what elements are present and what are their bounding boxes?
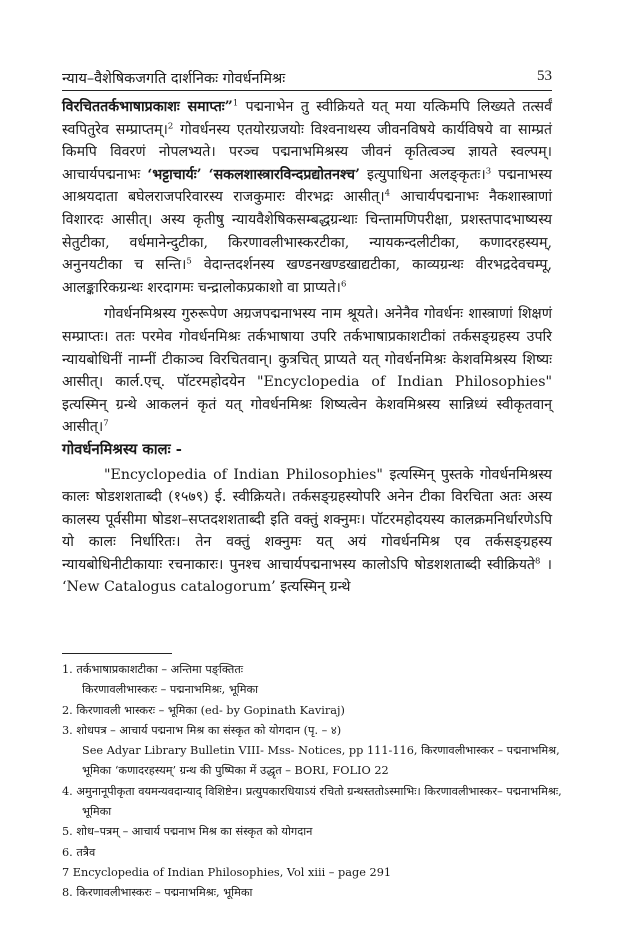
footnote-rule — [62, 653, 172, 654]
paragraph-text: गोवर्धनमिश्रस्य गुरुरूपेण अग्रजपद्मनाभस्य नाम श्रूयते। अनेनैव गोवर्धनः शास्त्राणां शिक्षणं सम्प्राप्तः। ततः परमेव गोवर्धनमिश्रः तर्कभाषाया उपरि तर्कभाषाप्रकाशटीकां तर्कसङ्ग्रहस्य उपरि न्यायबोधिनीं नाम्नीं टीकाञ्च विरचितवान्। कुत्रचित् प्राप्यते यत् गोवर्धनमिश्रः केशवमिश्रस्य शिष्यः आसीत्। कार्ल.एच्. पॉटरमहोदयेन "Encyclopedia of Indian Philosophies" इत्यस्मिन् ग्रन्थे आकलनं कृतं यत् गोवर्धनमिश्रः शिष्यत्वेन केशवमिश्रस्य सान्निध्यं स्वीकृतवान् आसीत्। — [62, 306, 552, 436]
footnote-ref: 5 — [186, 256, 192, 267]
footnote-ref: 1 — [232, 98, 239, 109]
paragraph-text: । ‘New Catalogus catalogorum’ इत्यस्मिन् ग्रन्थे — [62, 556, 553, 596]
footnote-8: 8. किरणावलीभास्करः – पद्मनाभमिश्रः, भूमिका — [62, 886, 253, 900]
footnote-3-cont: See Adyar Library Bulletin VIII- Mss- Notices, pp 111-116, किरणावलीभास्कर – पद्मनाभमिश्र, — [82, 744, 560, 758]
paragraph-2 — [62, 303, 552, 439]
footnote-ref: 7 — [103, 418, 109, 429]
footnote-6: 6. तत्रैव — [62, 845, 96, 859]
section-heading: गोवर्धनमिश्रस्य कालः - — [62, 440, 182, 458]
header-title: न्याय–वैशेषिकजगति दार्शनिकः गोवर्धनमिश्रः — [62, 71, 286, 87]
footnote-ref: 6 — [340, 279, 347, 290]
footnote-3: 3. शोधपत्र – आचार्य पद्मनाभ मिश्र का संस्कृत को योगदान (पृ. – ४) — [62, 723, 342, 737]
bold-phrase: ‘भट्टाचार्यः’ — [147, 166, 202, 183]
paragraph-1 — [62, 96, 552, 299]
footnote-3-cont: भूमिका ‘कणादरहस्यम्’ ग्रन्थ की पुष्पिका में उद्धृत – BORI, FOLIO 22 — [82, 764, 389, 778]
paragraph-text: आचार्यपद्मनाभः नैकशास्त्राणां विशारदः आसीत्। अस्य कृतीषु न्यायवैशेषिकसम्बद्धग्रन्थाः चिन्तामणिपरीक्षा, प्रशस्तपादभाष्यस्य सेतुटीका, वर्धमानेन्दुटीका, किरणावलीभास्करटीका, न्यायकन्दलीटीका, कणादरहस्यम्, अनुनयटीका च सन्ति। — [62, 189, 552, 274]
paragraph-text: "Encyclopedia of Indian Philosophies" इत्यस्मिन् पुस्तके गोवर्धनमिश्रस्य कालः षोडशशताब्दी (१५७९) ई. स्वीक्रियते। तर्कसङ्ग्रहस्योपरि अनेन टीका विरचिता अतः अस्य कालस्य पूर्वसीमा षोडश–सप्तदशशताब्दी इति वक्तुं शक्नुमः। पॉटरमहोदयस्य कालक्रमनिर्धारणेऽपि यो कालः निर्धारितः। तेन वक्तुं शक्नुमः यत् अयं गोवर्धनमिश्र एव तर्कसङ्ग्रहस्य न्यायबोधिनीटीकायाः रचनाकारः। पुनश्च आचार्यपद्मनाभस्य कालोऽपि षोडशशताब्दी स्वीक्रियते — [62, 466, 552, 573]
header-rule — [62, 90, 552, 91]
page-number: 53 — [537, 68, 552, 84]
paragraph-text: इत्युपाधिना अलङ्कृतः। — [359, 166, 486, 183]
footnote-ref: 8 — [535, 556, 541, 567]
footnote-5: 5. शोध–पत्रम् – आचार्य पद्मनाभ मिश्र का संस्कृत को योगदान — [62, 825, 313, 839]
footnote-ref: 4 — [384, 188, 390, 199]
footnote-7: 7 Encyclopedia of Indian Philosophies, Vol xiii – page 291 — [62, 865, 392, 879]
bold-phrase: ‘सकलशास्त्रारविन्दप्रद्योतनश्च’ — [208, 166, 360, 183]
footnotes — [62, 660, 562, 904]
footnote-ref: 2 — [167, 120, 174, 131]
footnote-4: 4. अमुनानूपीकृता वयमन्यवदान्याद् विशिष्टेन। प्रत्युपकारधियाऽयं रचितो ग्रन्थस्ततोऽस्माभिः। किरणावलीभास्कर– पद्मनाभमिश्रः, भूमिका — [62, 784, 562, 819]
main-text — [62, 96, 552, 599]
paragraph-text: वेदान्तदर्शनस्य खण्डनखण्डखाद्यटीका, काव्यग्रन्थः वीरभद्रदेवचम्पू, आलङ्कारिकग्रन्थः शरदागमः चन्द्रालोकप्रकाशो वा प्राप्यते। — [62, 257, 552, 296]
footnote-2: 2. किरणावली भास्करः – भूमिका (ed- by Gopinath Kaviraj) — [62, 703, 345, 717]
paragraph-text — [202, 167, 209, 183]
paragraph-3 — [62, 464, 552, 600]
paragraph-text: पद्मनाभेन तु स्वीक्रियते यत् मया यत्किमपि लिख्यते तत्सर्वं स्वपितुरेव सम्प्राप्तम्। — [62, 99, 552, 138]
paragraph-text: पद्मनाभस्य आश्रयदाता बघेलराजपरिवारस्य राजकुमारः वीरभद्रः आसीत्। — [62, 166, 552, 206]
paragraph-text: गोवर्धनस्य एतयोरग्रजयोः विश्वनाथस्य जीवनविषये कार्यविषये वा साम्प्रतं किमपि विवरणं नोपलभ्यते। परञ्च पद्मनाभमिश्रस्य जीवनं कृतित्वञ्च ज्ञायते स्वल्पम्। आचार्यपद्मनाभः — [62, 121, 552, 183]
footnote-1: 1. तर्कभाषाप्रकाशटीका – अन्तिमा पङ्क्तितः — [62, 663, 244, 676]
footnote-1-cont: किरणावलीभास्करः – पद्मनाभमिश्रः, भूमिका — [82, 683, 259, 697]
footnote-ref: 3 — [485, 166, 492, 177]
running-header — [62, 68, 552, 90]
bold-phrase: विरचिततर्कभाषाप्रकाशः समाप्तः” — [62, 99, 233, 115]
